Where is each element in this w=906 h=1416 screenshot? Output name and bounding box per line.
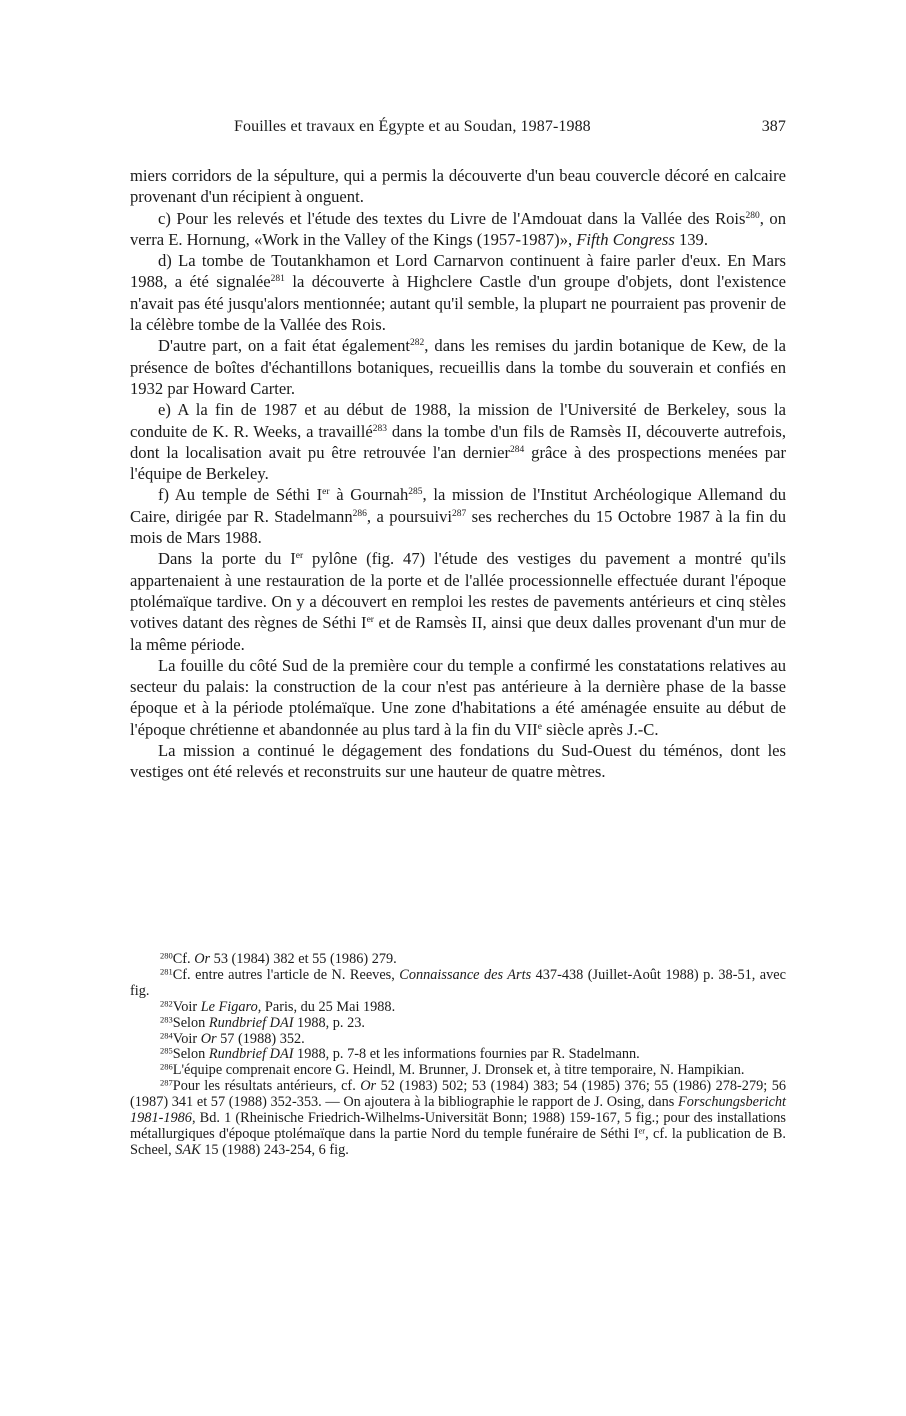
paragraph-e: e) A la fin de 1987 et au début de 1988, la mission de l'Université de Berkeley, sous la conduite de K. R. Weeks, a travaillé$^{283}$ dans la tombe d'un fils de Ramsès II, découverte autrefois, dont la localisation avait pu être retrouvée l'an dernier$^{284}$ grâce à des prospections menées par l'équipe de Berkeley. (130, 400, 787, 484)
footnote-284: $^{284}$Voir Or 57 (1988) 352. (160, 1029, 305, 1047)
footnote-285: $^{285}$Selon Rundbrief DAI 1988, p. 7-8 et les informations fournies par R. Stadelmann. (160, 1045, 640, 1063)
footnote-ref: 285 (408, 487, 423, 498)
footnote-281: $^{281}$Cf. entre autres l'article de N. Reeves, Connaissance des Arts 437-438 (Juillet-Août 1988) p. 38-51, avec fig. (130, 966, 786, 999)
paragraph-kew: D'autre part, on a fait état également$^{282}$, dans les remises du jardin botanique de Kew, de la présence de boîtes d'échantillons botaniques, recueillis dans la tombe du souverain et confiés en 1932 par Howard Carter. (130, 336, 786, 398)
footnote-ref: 281 (270, 274, 285, 285)
footnote-ref: 282 (410, 338, 425, 349)
footnote-282: $^{282}$Voir Le Figaro, Paris, du 25 Mai 1988. (160, 998, 396, 1015)
footnote-286: $^{286}$L'équipe comprenait encore G. Heindl, M. Brunner, J. Dronsek et, à titre temporaire, N. Hampikian. (160, 1061, 745, 1079)
page-number: 387 (761, 118, 786, 135)
paragraph-1: miers corridors de la sépulture, qui a permis la découverte d'un beau couvercle décoré en calcaire provenant d'un récipient à onguent. (130, 166, 786, 207)
footnote-283: $^{283}$Selon Rundbrief DAI 1988, p. 23. (160, 1013, 365, 1031)
paragraph-fouille: La fouille du côté Sud de la première cour du temple a confirmé les constatations relatives au secteur du palais: la construction de la cour n'est pas antérieure à la dernière phase de la basse époque et à la période ptolémaïque. Une zone d'habitations a été aménagée ensuite au début de l'époque chrétienne et abandonnée au plus tard à la fin du VIIe siècle après J.-C. (130, 655, 786, 739)
footnote-280: $^{280}$Cf. Or 53 (1984) 382 et 55 (1986) 279. (160, 950, 397, 967)
page-header (130, 118, 786, 142)
footnote-ref: 287 (451, 508, 467, 519)
footnote-ref: 286 (352, 508, 367, 519)
paragraph-pylone: Dans la porte du Ier pylône (fig. 47) l'étude des vestiges du pavement a montré qu'ils appartenaient à une restauration de la porte et de l'allée processionnelle effectuée durant l'époque ptolémaïque tardive. On y a découvert en remploi les restes de pavements antérieurs et cinq stèles votives datant des règnes de Séthi Ier et de Ramsès II, ainsi que deux dalles provenant d'un mur de la même période. (130, 549, 786, 654)
paragraph-d: d) La tombe de Toutankhamon et Lord Carnarvon continuent à faire parler d'eux. En Mars 1988, a été signalée$^{281}$ la découverte à Highclere Castle d'un groupe d'objets, dont l'existence n'avait pas été jusqu'alors mentionnée; autant qu'il semble, la plupart ne pourraient pas provenir de la célèbre tombe de la Vallée des Rois. (130, 251, 786, 335)
running-title: Fouilles et travaux en Égypte et au Soudan, 1987-1988 (234, 118, 591, 135)
paragraph-f: f) Au temple de Séthi Ier à Gournah$^{285}$, la mission de l'Institut Archéologique Allemand du Caire, dirigée par R. Stadelmann$^{286}$, a poursuivi$^{287}$ ses recherches du 15 Octobre 1987 à la fin du mois de Mars 1988. (130, 485, 786, 548)
document-page (130, 0, 786, 1416)
paragraph-temenos: La mission a continué le dégagement des fondations du Sud-Ouest du téménos, dont les vestiges ont été relevés et reconstruits sur une hauteur de quatre mètres. (130, 741, 786, 782)
footnote-ref: 283 (372, 423, 387, 434)
footnote-287: $^{287}$Pour les résultats antérieurs, cf. Or 52 (1983) 502; 53 (1984) 383; 54 (1985) 376; 55 (1986) 278-279; 56 (1987) 341 et 57 (1988) 352-353. — On ajoutera à la bibliographie le rapport de J. Osing, dans Forschungsbericht 1981-1986, Bd. 1 (Rheinische Friedrich-Wilhelms-Universität Bonn; 1988) 159-167, 5 fig.; pour des installations métallurgiques d'époque ptolémaïque dans la partie Nord du temple funéraire de Séthi Ier, cf. la publication de B. Scheel, SAK 15 (1988) 243-254, 6 fig. (130, 1077, 786, 1158)
footnote-ref: 284 (509, 444, 525, 455)
paragraph-c: c) Pour les relevés et l'étude des textes du Livre de l'Amdouat dans la Vallée des Rois$^{280}$, on verra E. Hornung, «Work in the Valley of the Kings (1957-1987)», Fifth Congress 139. (130, 208, 786, 249)
main-text (130, 165, 786, 783)
footnote-ref: 280 (745, 210, 760, 221)
footnotes (130, 952, 786, 1159)
